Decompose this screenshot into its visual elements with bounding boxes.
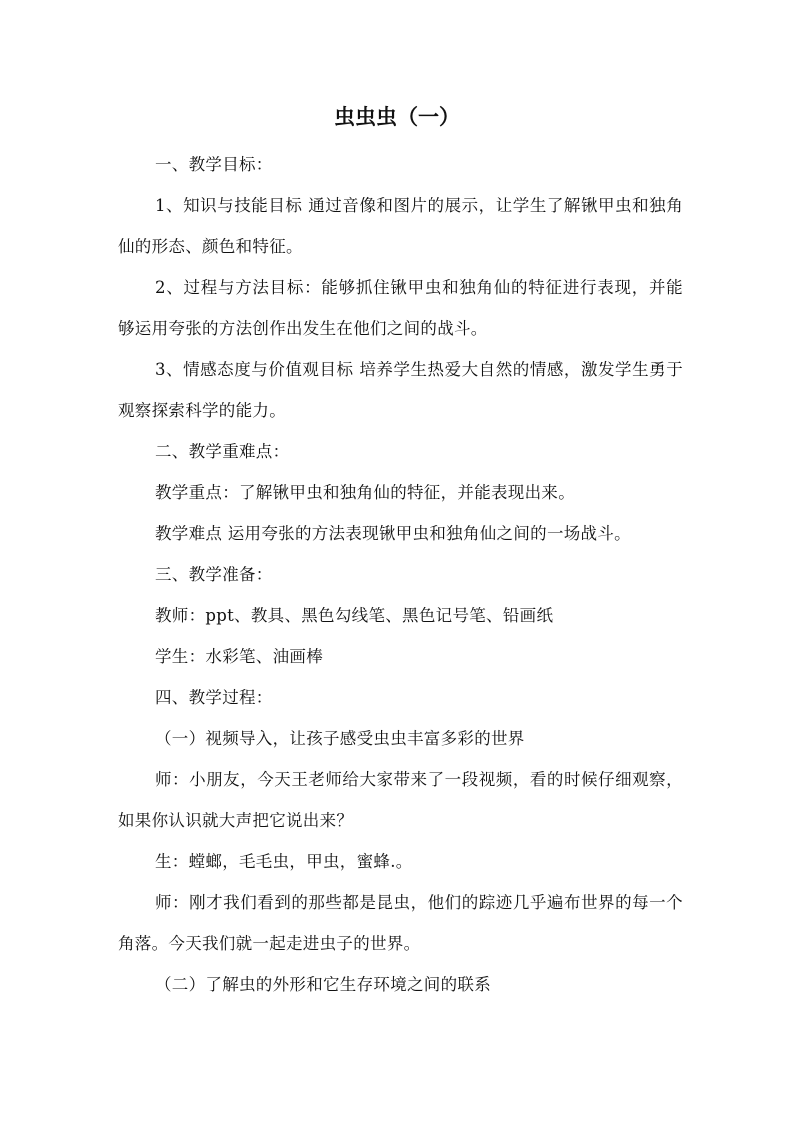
objective-process: 2、过程与方法目标：能够抓住锹甲虫和独角仙的特征进行表现，并能够运用夸张的方法创作出发生在他们之间的战斗。	[118, 278, 683, 338]
process-step-1-heading: （一）视频导入，让孩子感受虫虫丰富多彩的世界	[155, 729, 525, 748]
difficult-point: 教学难点 运用夸张的方法表现锹甲虫和独角仙之间的一场战斗。	[155, 524, 631, 543]
objective-emotion: 3、情感态度与价值观目标 培养学生热爱大自然的情感，激发学生勇于观察探索科学的能力。	[118, 360, 683, 420]
section-heading-process: 四、教学过程：	[155, 688, 273, 707]
document-body	[118, 144, 683, 1005]
key-point: 教学重点：了解锹甲虫和独角仙的特征，并能表现出来。	[155, 483, 575, 502]
teacher-dialogue-2: 师：刚才我们看到的那些都是昆虫，他们的踪迹几乎遍布世界的每一个角落。今天我们就一起走进虫子的世界。	[118, 893, 683, 953]
student-dialogue-1: 生：螳螂，毛毛虫，甲虫，蜜蜂.。	[155, 852, 413, 871]
section-heading-preparation: 三、教学准备：	[155, 565, 273, 584]
section-heading-objectives: 一、教学目标：	[155, 155, 273, 174]
student-materials: 学生：水彩笔、油画棒	[155, 647, 323, 666]
teacher-materials: 教师：ppt、教具、黑色勾线笔、黑色记号笔、铅画纸	[155, 606, 554, 625]
process-step-2-heading: （二）了解虫的外形和它生存环境之间的联系	[155, 975, 491, 994]
teacher-dialogue-1: 师：小朋友，今天王老师给大家带来了一段视频，看的时候仔细观察，如果你认识就大声把它说出来？	[118, 770, 683, 830]
objective-knowledge: 1、知识与技能目标 通过音像和图片的展示，让学生了解锹甲虫和独角仙的形态、颜色和特征。	[118, 196, 683, 256]
document-title: 虫虫虫（一）	[334, 104, 460, 129]
section-heading-key-points: 二、教学重难点：	[155, 442, 290, 461]
